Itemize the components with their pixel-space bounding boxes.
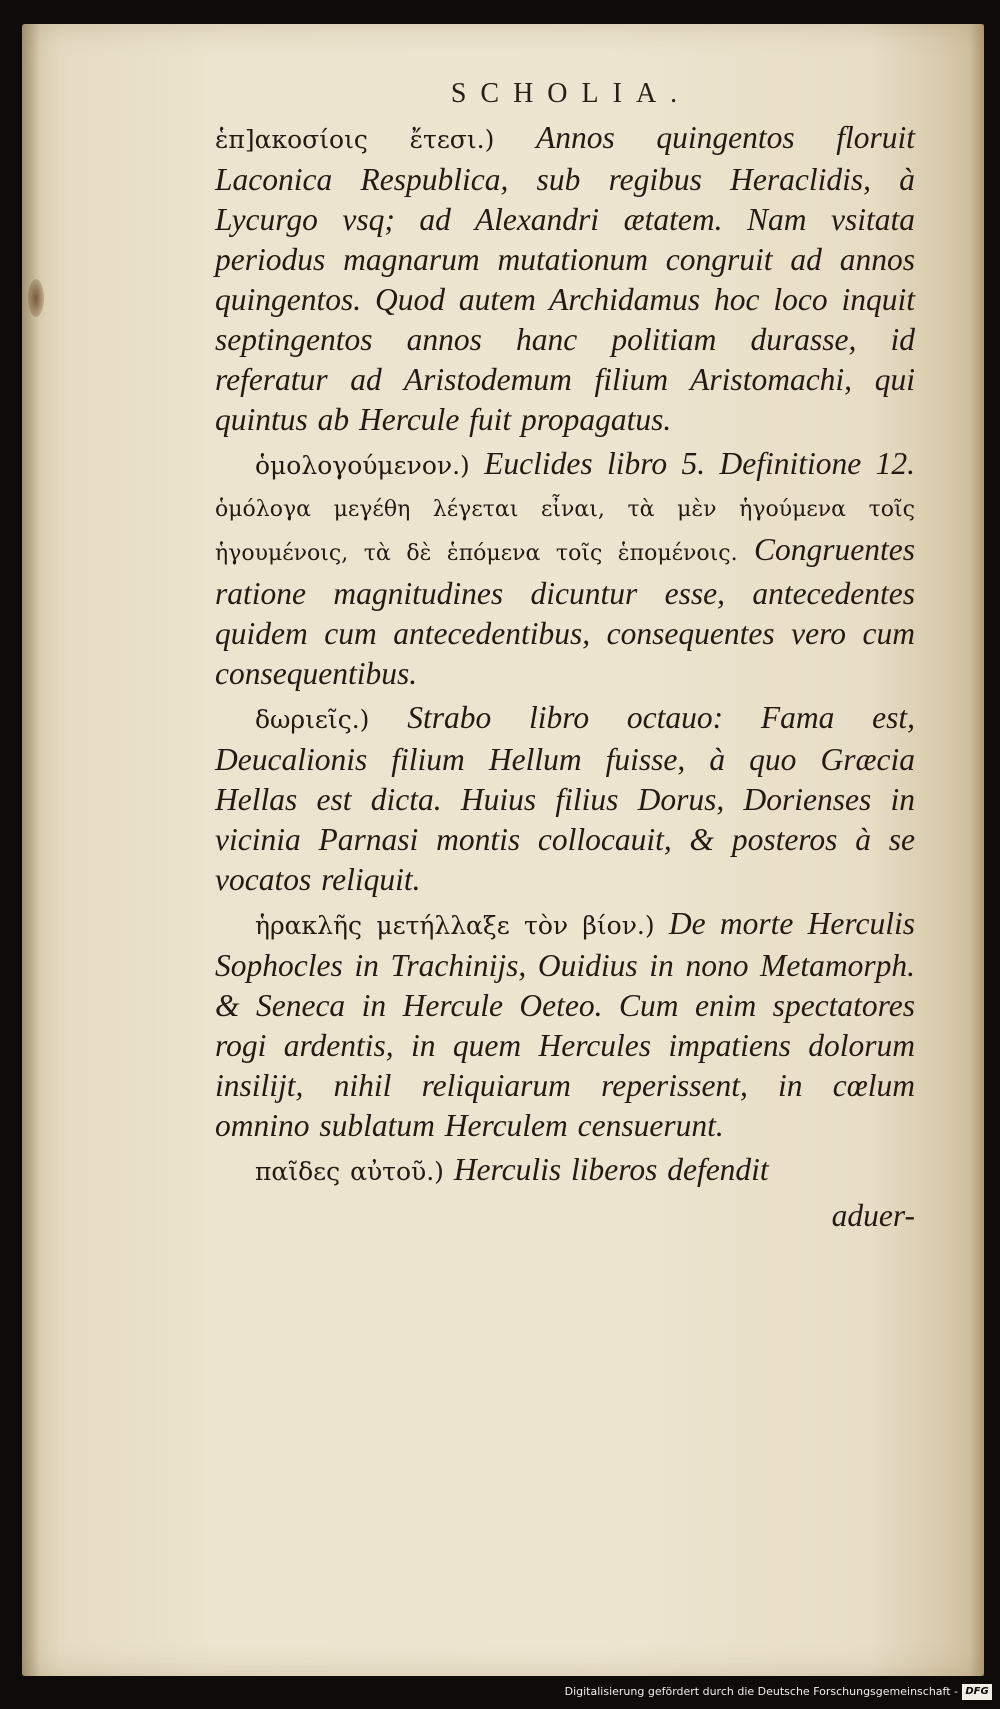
spine-shadow bbox=[22, 24, 40, 1676]
text-block bbox=[215, 78, 915, 1236]
scholion-paragraph bbox=[215, 698, 915, 900]
scholion-text: Congruentes ratione magnitudines dicuntur esse, antecedentes quidem cum antecedentibus, consequentes vero cum consequentibus. bbox=[215, 532, 915, 691]
scholion-paragraph bbox=[215, 904, 915, 1146]
catchword: aduer- bbox=[831, 1198, 915, 1233]
scholion-text: Herculis liberos defendit bbox=[443, 1152, 769, 1187]
scholion-paragraph bbox=[215, 444, 915, 694]
scholion-text: Strabo libro octauo: Fama est, Deucalionis filium Hellum fuisse, à quo Græcia Hellas est dicta. Huius filius Dorus, Dorienses in vicinia Parnasi montis collocauit, & posteros à se vocatos reliquit. bbox=[215, 700, 915, 897]
digitization-credit: Digitalisierung gefördert durch die Deutsche Forschungsgemeinschaft - bbox=[564, 1685, 958, 1698]
greek-lemma: δωριεῖς.) bbox=[255, 705, 370, 734]
greek-lemma: ὁμολογούμενον.) bbox=[255, 451, 470, 480]
greek-quotation: ὁμόλογα μεγέθη λέγεται εἶναι, τὰ μὲν ἡγούμενα τοῖς ἡγουμένοις, τὰ δὲ ἑπόμενα τοῖς ἑπομένοις. bbox=[215, 497, 915, 566]
page-edge bbox=[970, 24, 984, 1676]
scholion-paragraph bbox=[215, 1150, 915, 1192]
greek-lemma: ἡρακλῆς μετήλλαξε τὸν βίον.) bbox=[255, 911, 655, 940]
running-head: SCHOLIA. bbox=[450, 78, 692, 109]
dfg-logo: DFG bbox=[962, 1684, 992, 1700]
scholion-paragraph bbox=[215, 118, 915, 440]
scholion-text: Euclides libro 5. Definitione 12. bbox=[469, 446, 915, 481]
greek-lemma: ἑπ]ακοσίοις ἔτεσι.) bbox=[215, 125, 495, 154]
scholion-text: De morte Herculis Sophocles in Trachinijs, Ouidius in nono Metamorph. & Seneca in Hercule Oeteo. Cum enim spectatores rogi ardentis, in quem Hercules impatiens dolorum insilijt, nihil reliquiarum reperissent, in cœlum omnino sublatum Herculem censuerunt. bbox=[215, 906, 915, 1143]
greek-lemma: παῖδες αὐτοῦ.) bbox=[255, 1157, 444, 1186]
scholion-text: Annos quingentos floruit Laconica Respublica, sub regibus Heraclidis, à Lycurgo vsq; ad Alexandri ætatem. Nam vsitata periodus magnarum mutationum congruit ad annos quingentos. Quod autem Archidamus hoc loco inquit septingentos annos hanc politiam durasse, id referatur ad Aristodemum filium Aristomachi, qui quintus ab Hercule fuit propagatus. bbox=[215, 120, 916, 437]
ink-stain bbox=[28, 279, 44, 317]
